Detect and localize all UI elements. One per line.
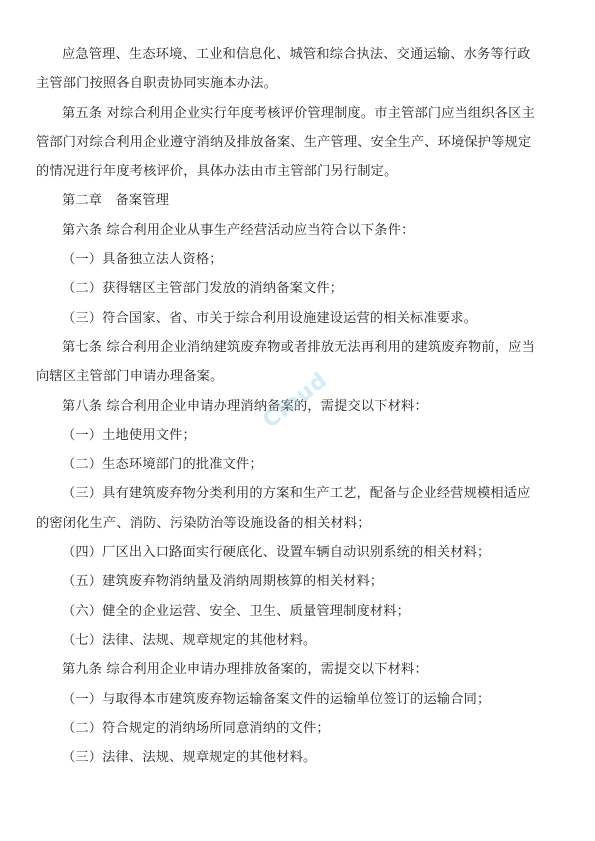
text-line: （一）与取得本市建筑废弃物运输备案文件的运输单位签订的运输合同； (62, 691, 491, 707)
text-line: 第九条 综合利用企业申请办理排放备案的，需提交以下材料： (62, 662, 428, 678)
text-line: （二）获得辖区主管部门发放的消纳备案文件； (62, 281, 344, 297)
text-line: 第二章 备案管理 (62, 193, 170, 209)
text-line: 第八条 综合利用企业申请办理消纳备案的，需提交以下材料： (62, 398, 428, 414)
text-line: 的密闭化生产、消防、污染防治等设施设备的相关材料； (36, 515, 371, 531)
text-line: （二）符合规定的消纳场所同意消纳的文件； (62, 720, 330, 736)
text-line: （三）法律、法规、规章规定的其他材料。 (62, 750, 317, 766)
text-line: 应急管理、生态环境、工业和信息化、城管和综合执法、交通运输、水务等行政 (62, 47, 531, 62)
watermark-logo: Cloud (258, 367, 333, 434)
text-line: 第六条 综合利用企业从事生产经营活动应当符合以下条件： (62, 222, 415, 238)
text-line: 管部门对综合利用企业遵守消纳及排放备案、生产管理、安全生产、环境保护等规定 (36, 134, 532, 150)
text-line: （六）健全的企业运营、安全、卫生、质量管理制度材料； (62, 603, 411, 619)
text-line: （二）生态环境部门的批准文件； (62, 457, 263, 473)
text-line: 向辖区主管部门申请办理备案。 (36, 369, 224, 385)
text-line: 的情况进行年度考核评价，具体办法由市主管部门另行制定。 (36, 164, 398, 180)
text-line: （一）具备独立法人资格； (62, 252, 223, 268)
text-line: （三）符合国家、省、市关于综合利用设施建设运营的相关标准要求。 (62, 310, 478, 326)
text-line: 主管部门按照各自职责协同实施本办法。 (36, 76, 277, 92)
text-line: （一）土地使用文件； (62, 427, 196, 443)
text-line: 第五条 对综合利用企业实行年度考核评价管理制度。市主管部门应当组织各区主 (62, 105, 535, 121)
text-line: 第七条 综合利用企业消纳建筑废弃物或者排放无法再利用的建筑废弃物前，应当 (62, 339, 535, 355)
document-body (36, 40, 544, 772)
text-line: （五）建筑废弃物消纳量及消纳周期核算的相关材料； (62, 574, 384, 590)
text-line: （四）厂区出入口路面实行硬底化、设置车辆自动识别系统的相关材料； (62, 545, 491, 561)
text-line: （三）具有建筑废弃物分类利用的方案和生产工艺，配备与企业经营规模相适应 (62, 486, 531, 502)
text-line: （七）法律、法规、规章规定的其他材料。 (62, 632, 317, 648)
